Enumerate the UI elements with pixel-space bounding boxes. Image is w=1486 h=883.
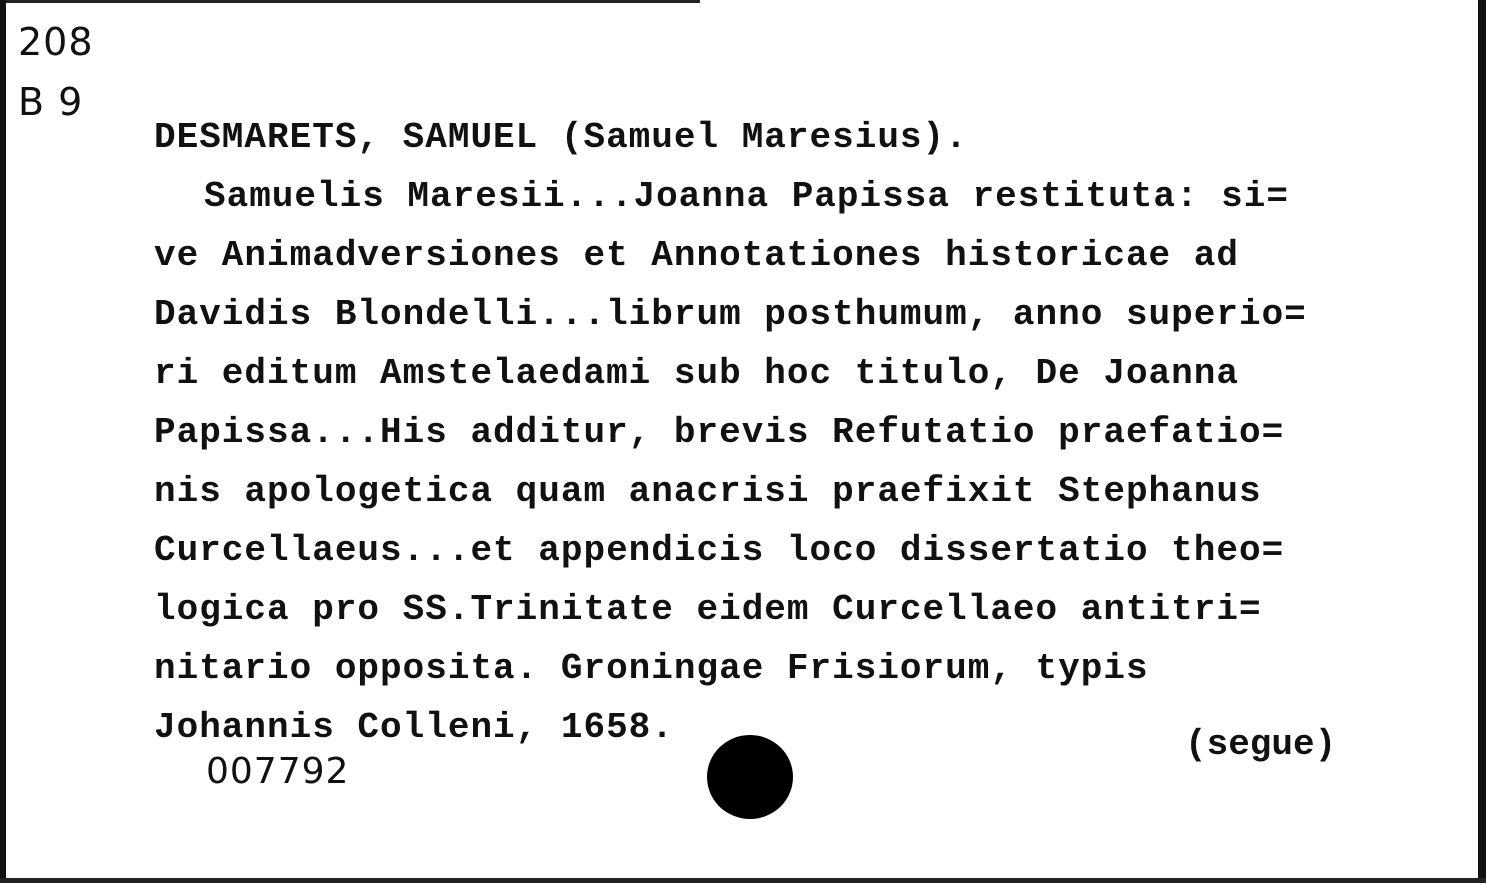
accession-number: 007792 — [206, 751, 350, 792]
entry-line-6: nis apologetica quam anacrisi praefixit Stephanus — [154, 471, 1262, 512]
entry-line-8: logica pro SS.Trinitate eidem Curcellaeo antitri= — [154, 589, 1262, 630]
catalog-entry — [154, 108, 1454, 757]
shelfmark-number: 208 — [18, 20, 94, 64]
entry-line-9: nitario opposita. Groningae Frisiorum, typis — [154, 648, 1149, 689]
entry-line-1: Samuelis Maresii...Joanna Papissa restituta: si= — [204, 176, 1289, 217]
shelfmark-section: B 9 — [18, 80, 84, 124]
card-bottom-edge — [0, 878, 1486, 883]
card-left-edge — [0, 0, 6, 883]
entry-line-4: ri editum Amstelaedami sub hoc titulo, De Joanna — [154, 353, 1239, 394]
entry-line-7: Curcellaeus...et appendicis loco dissertatio theo= — [154, 530, 1285, 571]
entry-line-10: Johannis Colleni, 1658. — [154, 707, 674, 748]
continuation-note: (segue) — [1185, 724, 1337, 765]
card-top-edge — [0, 0, 700, 3]
punch-hole — [707, 735, 793, 819]
entry-line-2: ve Animadversiones et Annotationes historicae ad — [154, 235, 1239, 276]
entry-line-5: Papissa...His additur, brevis Refutatio praefatio= — [154, 412, 1285, 453]
entry-line-3: Davidis Blondelli...librum posthumum, anno superio= — [154, 294, 1307, 335]
author-heading: DESMARETS, SAMUEL (Samuel Maresius). — [154, 117, 968, 158]
card-right-edge — [1478, 0, 1486, 883]
